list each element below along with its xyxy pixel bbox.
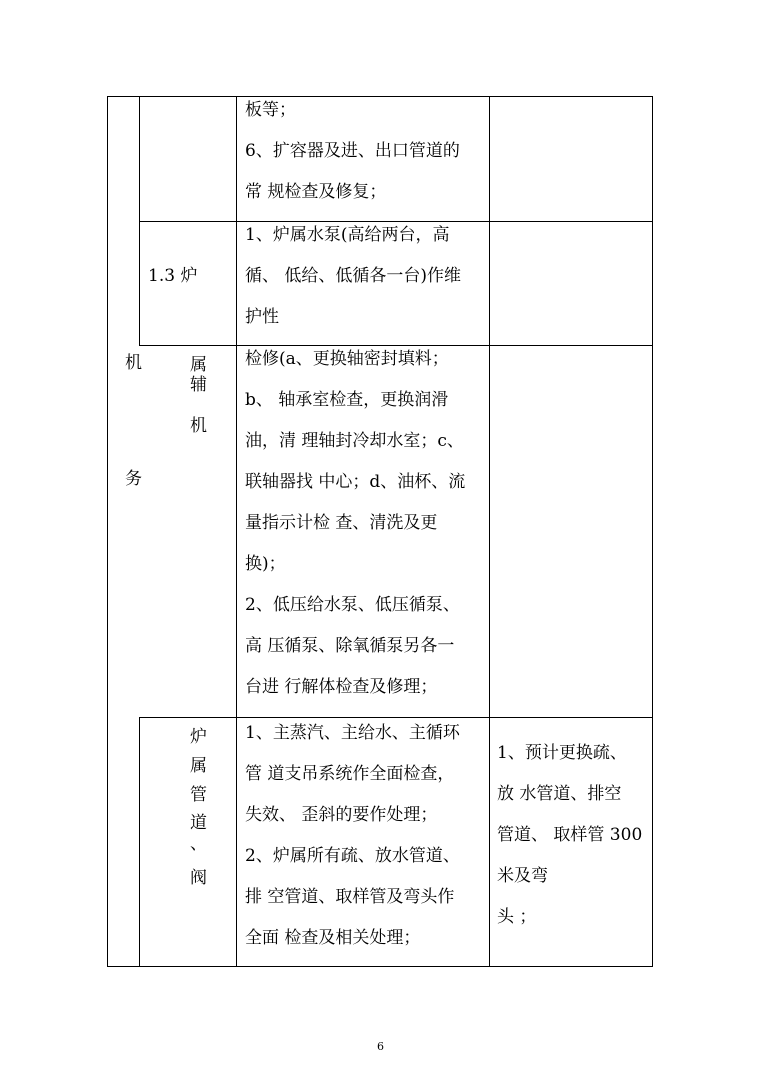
content-line: 管 道支吊系统作全面检查， <box>245 764 455 784</box>
content-line: 板等； <box>245 100 296 120</box>
row4-item-char: 道 <box>190 813 207 833</box>
content-line: 换)； <box>245 554 286 574</box>
remark-line: 管道、 取样管 300 <box>497 825 643 845</box>
content-line: 台进 行解体检查及修理； <box>245 677 438 697</box>
row1-content <box>245 90 460 213</box>
content-line: b、 轴承室检查，更换润滑 <box>245 390 449 410</box>
content-line: 1、主蒸汽、主给水、主循环 <box>245 723 460 743</box>
row4-item-char: 炉 <box>190 727 207 747</box>
content-line: 循、 低给、低循各一台)作维 <box>245 266 462 286</box>
row4-item-char: 阀 <box>190 868 207 888</box>
col3-divider <box>489 96 490 967</box>
row3-item-char: 机 <box>190 416 207 436</box>
row4-item-char: 属 <box>190 756 207 776</box>
content-line: 护性 <box>245 307 279 327</box>
row2-content <box>245 215 461 338</box>
content-line: 排 空管道、取样管及弯头作 <box>245 887 455 907</box>
remark-line: 米及弯 <box>497 866 548 886</box>
table-border-right <box>652 96 653 967</box>
content-line: 2、低压给水泵、低压循泵、 <box>245 595 460 615</box>
content-line: 油，清 理轴封冷却水室；c、 <box>245 431 464 451</box>
remark-line: 放 水管道、排空 <box>497 784 622 804</box>
row4-content <box>245 713 460 959</box>
col1-char: 机 <box>125 353 142 373</box>
table-border-left <box>107 96 108 967</box>
content-line: 高 压循泵、除氧循泵另各一 <box>245 636 455 656</box>
remark-line: 头 ； <box>497 907 537 927</box>
col1-char: 务 <box>125 469 142 489</box>
content-line: 1、炉属水泵(高给两台，高 <box>245 225 450 245</box>
remark-line: 1、预计更换疏、 <box>497 743 627 763</box>
table-bottom-border <box>107 966 653 967</box>
content-line: 常 规检查及修复； <box>245 182 387 202</box>
content-line: 6、扩容器及进、出口管道的 <box>245 141 460 161</box>
row3-content <box>245 339 465 708</box>
row3-item-char: 属 <box>190 355 207 375</box>
row4-remark <box>497 733 642 938</box>
content-line: 全面 检查及相关处理； <box>245 928 421 948</box>
col2-divider <box>236 96 237 967</box>
row3-item-char: 辅 <box>190 375 207 395</box>
page-number: 6 <box>377 1040 384 1053</box>
row4-item-char: 管 <box>190 785 207 805</box>
row2-item: 1.3 炉 <box>148 266 198 286</box>
col1-divider-lower <box>139 717 140 967</box>
content-line: 2、炉属所有疏、放水管道、 <box>245 846 460 866</box>
content-line: 失效、 歪斜的要作处理； <box>245 805 438 825</box>
row4-item-char: 、 <box>190 834 207 854</box>
content-line: 联轴器找 中心；d、油杯、流 <box>245 472 466 492</box>
content-line: 检修(a、更换轴密封填料； <box>245 349 449 369</box>
content-line: 量指示计检 查、清洗及更 <box>245 513 438 533</box>
